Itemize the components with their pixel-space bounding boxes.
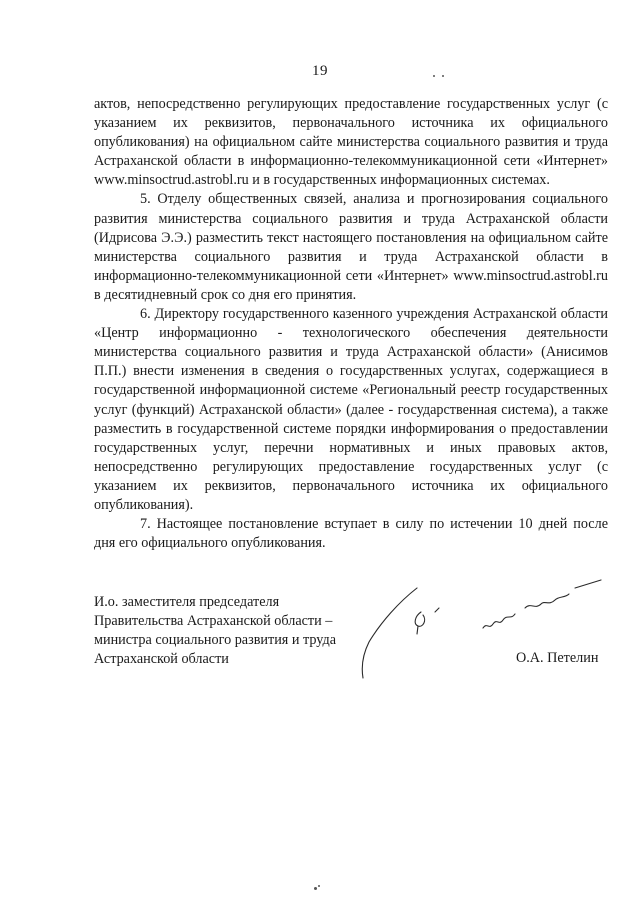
scan-speck xyxy=(318,885,320,887)
paragraph-item-6: 6. Директору государственного казенного учреждения Астраханской области «Центр информационно - технологического обеспечения деятельности министерства социального развития и труда Астраханской области» (Анисимов П.П.) внести изменения в сведения о государственных услугах, содержащиеся в государственной информационной системе «Региональный реестр государственных услуг (функций) Астраханской области» (далее - государственная система), а также разместить в государственной системе порядки информирования о предоставлении государственных услуг, перечни нормативных и иных правовых актов, непосредственно регулирующих предоставление государственных услуг (с указанием их реквизитов, первоначального источника их официального опубликования). xyxy=(94,306,608,513)
scan-speck xyxy=(433,75,435,77)
scan-speck xyxy=(314,887,317,890)
paragraph-continuation: актов, непосредственно регулирующих предоставление государственных услуг (с указанием их реквизитов, первоначального источника их официального опубликования) на официальном сайте министерства социального развития и труда Астраханской области в информационно-телекоммуникационной сети «Интернет» www.minsoctrud.astrobl.ru и в государственных информационных системах. xyxy=(94,96,608,189)
paragraph-item-5: 5. Отделу общественных связей, анализа и прогнозирования социального развития министерства социального развития и труда Астраханской области (Идрисова Э.Э.) разместить текст настоящего постановления на официальном сайте министерства социального развития и труда Астраханской области в информационно-телекоммуникационной сети «Интернет» www.minsoctrud.astrobl.ru в десятидневный срок со дня его принятия. xyxy=(94,191,608,303)
signatory-title-line: Астраханской области xyxy=(94,651,229,668)
signatory-title-line: министра социального развития и труда xyxy=(94,632,336,649)
signatory-name: О.А. Петелин xyxy=(516,650,599,666)
signatory-title-line: Правительства Астраханской области – xyxy=(94,613,333,630)
signatory-title xyxy=(94,593,394,669)
paragraph-item-7: 7. Настоящее постановление вступает в силу по истечении 10 дней после дня его официального опубликования. xyxy=(94,516,608,552)
signatory-title-line: И.о. заместителя председателя xyxy=(94,594,280,610)
handwritten-signature xyxy=(355,578,625,688)
scan-speck xyxy=(442,75,444,77)
page-number: 19 xyxy=(312,63,328,79)
document-body xyxy=(94,95,608,553)
